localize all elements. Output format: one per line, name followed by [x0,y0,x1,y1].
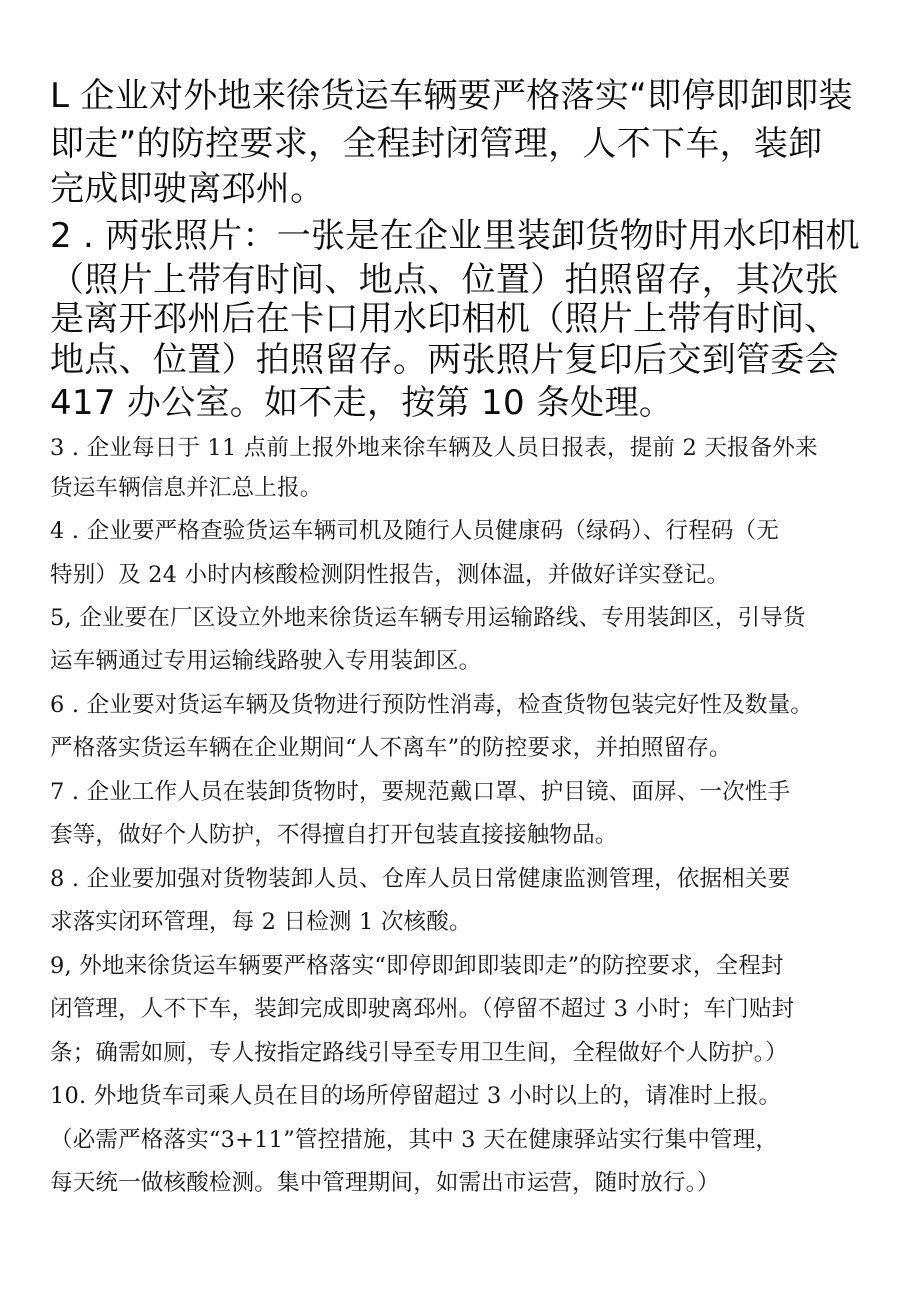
item-2-line-2: （照片上带有时间、地点、位置）拍照留存，其次张 [50,260,839,300]
item-1-line-2: 即走”的防控要求，全程封闭管理，人不下车，装卸 [50,124,823,164]
item-10-line-2: （必需严格落实“3+11”管控措施，其中 3 天在健康驿站实行集中管理， [50,1127,779,1153]
item-9-line-3: 条；确需如厕，专人按指定路线引导至专用卫生间，全程做好个人防护。） [50,1040,788,1066]
item-3-line-2: 货运车辆信息并汇总上报。 [50,475,323,501]
item-10-line-1: 10. 外地货车司乘人员在目的场所停留超过 3 小时以上的，请准时上报。 [50,1083,782,1109]
item-7-line-1: 7 . 企业工作人员在装卸货物时，要规范戴口罩、护目镜、面屏、一次性手 [50,779,791,805]
item-2-line-4: 地点、位置）拍照留存。两张照片复印后交到管委会 [50,340,839,380]
item-2-line-5: 417 办公室。如不走，按第 10 条处理。 [50,383,674,423]
item-6-line-1: 6 . 企业要对货运车辆及货物进行预防性消毒，检查货物包装完好性及数量。 [50,692,813,718]
item-7-line-2: 套等，做好个人防护，不得擅自打开包装直接接触物品。 [50,822,618,848]
item-5-line-1: 5, 企业要在厂区设立外地来徐货运车辆专用运输路线、专用装卸区，引导货 [50,605,806,631]
item-2-line-1: 2 . 两张照片：一张是在企业里装卸货物时用水印相机 [50,216,860,256]
item-4-line-1: 4 . 企业要严格查验货运车辆司机及随行人员健康码（绿码）、行程码（无 [50,518,780,544]
item-8-line-2: 求落实闭环管理，每 2 日检测 1 次核酸。 [50,909,472,935]
item-10-line-3: 每天统一做核酸检测。集中管理期间，如需出市运营，随时放行。） [50,1170,720,1196]
item-8-line-1: 8 . 企业要加强对货物装卸人员、仓库人员日常健康监测管理，依据相关要 [50,866,791,892]
item-1-line-3: 完成即驶离邳州。 [50,169,325,209]
item-9-line-2: 闭管理，人不下车，装卸完成即驶离邳州。（停留不超过 3 小时；车门贴封 [50,996,795,1022]
item-9-line-1: 9, 外地来徐货运车辆要严格落实“即停即卸即装即走”的防控要求，全程封 [50,953,784,979]
item-3-line-1: 3 . 企业每日于 11 点前上报外地来徐车辆及人员日报表，提前 2 天报备外来 [50,435,818,461]
item-2-line-3: 是离开邳州后在卡口用水印相机（照片上带有时间、 [50,299,839,339]
item-1-line-1: L 企业对外地来徐货运车辆要严格落实“即停即卸即装 [50,76,853,116]
item-6-line-2: 严格落实货运车辆在企业期间“人不离车”的防控要求，并拍照留存。 [50,735,732,761]
item-4-line-2: 特别）及 24 小时内核酸检测阴性报告，测体温，并做好详实登记。 [50,562,730,588]
item-5-line-2: 运车辆通过专用运输线路驶入专用装卸区。 [50,648,482,674]
